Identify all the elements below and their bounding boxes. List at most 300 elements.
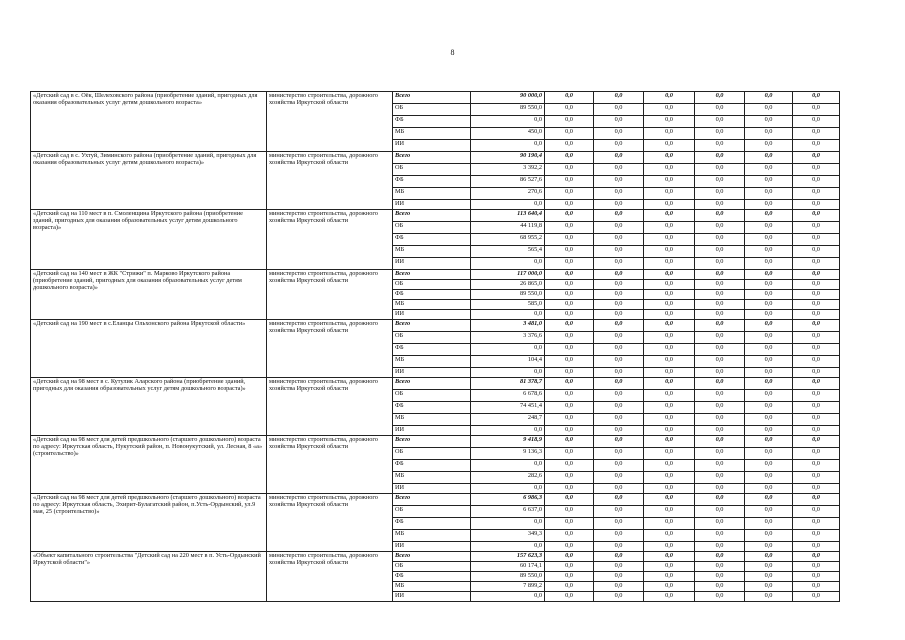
- funding-source-cell: ОБ: [393, 104, 471, 116]
- funding-year-cell: 0,0: [594, 310, 644, 320]
- funding-year-cell: 0,0: [745, 200, 793, 210]
- funding-year-cell: 0,0: [695, 152, 745, 164]
- funding-source-cell: ОБ: [393, 562, 471, 572]
- funding-year-cell: 0,0: [793, 188, 840, 200]
- funding-year-cell: 0,0: [695, 484, 745, 494]
- funding-year-cell: 0,0: [644, 402, 695, 414]
- funding-year-cell: 0,0: [695, 164, 745, 176]
- project-executor-cell: министерство строительства, дорожного хозяйства Иркутской области: [267, 152, 393, 210]
- funding-year-cell: 0,0: [545, 258, 594, 270]
- funding-source-cell: ФБ: [393, 116, 471, 128]
- funding-year-cell: 0,0: [793, 140, 840, 152]
- funding-source-cell: ФБ: [393, 518, 471, 530]
- funding-year-cell: 0,0: [644, 140, 695, 152]
- funding-year-cell: 0,0: [644, 426, 695, 436]
- funding-year-cell: 0,0: [594, 290, 644, 300]
- funding-year-cell: 0,0: [695, 188, 745, 200]
- project-executor-cell: министерство строительства, дорожного хозяйства Иркутской области: [267, 436, 393, 494]
- funding-year-cell: 0,0: [594, 300, 644, 310]
- funding-year-cell: 0,0: [793, 378, 840, 390]
- funding-source-cell: ОБ: [393, 390, 471, 402]
- funding-year-cell: 0,0: [695, 562, 745, 572]
- funding-year-cell: 0,0: [644, 356, 695, 368]
- funding-year-cell: 0,0: [793, 356, 840, 368]
- funding-year-cell: 0,0: [545, 356, 594, 368]
- funding-year-cell: 0,0: [545, 582, 594, 592]
- funding-year-cell: 0,0: [545, 414, 594, 426]
- funding-year-cell: 0,0: [695, 234, 745, 246]
- funding-year-cell: 0,0: [644, 436, 695, 448]
- funding-source-cell: МБ: [393, 530, 471, 542]
- funding-year-cell: 0,0: [745, 494, 793, 506]
- funding-year-cell: 0,0: [594, 402, 644, 414]
- funding-year-cell: 0,0: [745, 572, 793, 582]
- funding-year-cell: 0,0: [745, 356, 793, 368]
- funding-year-cell: 0,0: [695, 460, 745, 472]
- funding-total-cell: 0,0: [471, 140, 545, 152]
- funding-year-cell: 0,0: [745, 140, 793, 152]
- funding-year-cell: 0,0: [644, 448, 695, 460]
- project-total-row: [31, 92, 840, 104]
- funding-year-cell: 0,0: [745, 472, 793, 484]
- funding-source-cell: Всего: [393, 270, 471, 280]
- funding-year-cell: 0,0: [644, 176, 695, 188]
- funding-source-cell: ОБ: [393, 448, 471, 460]
- funding-year-cell: 0,0: [545, 200, 594, 210]
- funding-total-cell: 89 550,0: [471, 104, 545, 116]
- funding-year-cell: 0,0: [545, 494, 594, 506]
- funding-year-cell: 0,0: [793, 344, 840, 356]
- funding-year-cell: 0,0: [695, 378, 745, 390]
- funding-total-cell: 113 640,4: [471, 210, 545, 222]
- page-number: 8: [450, 48, 455, 57]
- funding-year-cell: 0,0: [695, 390, 745, 402]
- funding-year-cell: 0,0: [644, 246, 695, 258]
- funding-source-cell: ИИ: [393, 426, 471, 436]
- funding-year-cell: 0,0: [594, 116, 644, 128]
- funding-year-cell: 0,0: [594, 562, 644, 572]
- funding-year-cell: 0,0: [695, 582, 745, 592]
- funding-total-cell: 44 119,8: [471, 222, 545, 234]
- funding-year-cell: 0,0: [793, 290, 840, 300]
- funding-year-cell: 0,0: [644, 484, 695, 494]
- funding-year-cell: 0,0: [644, 164, 695, 176]
- funding-year-cell: 0,0: [644, 310, 695, 320]
- funding-year-cell: 0,0: [545, 310, 594, 320]
- funding-year-cell: 0,0: [793, 472, 840, 484]
- funding-year-cell: 0,0: [793, 128, 840, 140]
- funding-year-cell: 0,0: [745, 582, 793, 592]
- funding-year-cell: 0,0: [644, 280, 695, 290]
- funding-total-cell: 565,4: [471, 246, 545, 258]
- funding-year-cell: 0,0: [594, 494, 644, 506]
- project-executor-cell: министерство строительства, дорожного хозяйства Иркутской области: [267, 92, 393, 152]
- funding-year-cell: 0,0: [695, 300, 745, 310]
- funding-year-cell: 0,0: [594, 414, 644, 426]
- funding-year-cell: 0,0: [793, 494, 840, 506]
- project-executor-cell: министерство строительства, дорожного хозяйства Иркутской области: [267, 320, 393, 378]
- funding-year-cell: 0,0: [793, 436, 840, 448]
- funding-year-cell: 0,0: [644, 104, 695, 116]
- funding-year-cell: 0,0: [545, 344, 594, 356]
- funding-year-cell: 0,0: [695, 572, 745, 582]
- funding-year-cell: 0,0: [793, 310, 840, 320]
- funding-year-cell: 0,0: [644, 506, 695, 518]
- funding-year-cell: 0,0: [644, 542, 695, 552]
- funding-year-cell: 0,0: [695, 552, 745, 562]
- funding-year-cell: 0,0: [644, 572, 695, 582]
- project-name-cell: «Объект капитального строительства "Детский сад на 220 мест в п. Усть-Ордынский Иркутской области"»: [31, 552, 267, 602]
- funding-source-cell: ОБ: [393, 280, 471, 290]
- funding-source-cell: Всего: [393, 494, 471, 506]
- funding-total-cell: 104,4: [471, 356, 545, 368]
- funding-source-cell: МБ: [393, 300, 471, 310]
- funding-year-cell: 0,0: [594, 460, 644, 472]
- funding-year-cell: 0,0: [745, 378, 793, 390]
- funding-source-cell: ФБ: [393, 402, 471, 414]
- funding-source-cell: ФБ: [393, 234, 471, 246]
- funding-total-cell: 3 376,6: [471, 332, 545, 344]
- project-name-cell: «Детский сад в с. Ухтуй, Зиминского района (приобретение зданий, пригодных для оказания образовательных услуг детям дошкольного возраста)»: [31, 152, 267, 210]
- funding-year-cell: 0,0: [745, 552, 793, 562]
- funding-year-cell: 0,0: [745, 152, 793, 164]
- funding-source-cell: ОБ: [393, 506, 471, 518]
- funding-year-cell: 0,0: [594, 484, 644, 494]
- funding-year-cell: 0,0: [745, 530, 793, 542]
- funding-year-cell: 0,0: [594, 200, 644, 210]
- funding-total-cell: 7 899,2: [471, 582, 545, 592]
- funding-year-cell: 0,0: [745, 426, 793, 436]
- funding-year-cell: 0,0: [745, 258, 793, 270]
- funding-source-cell: МБ: [393, 188, 471, 200]
- funding-year-cell: 0,0: [793, 414, 840, 426]
- funding-year-cell: 0,0: [745, 176, 793, 188]
- funding-total-cell: 282,6: [471, 472, 545, 484]
- funding-year-cell: 0,0: [745, 246, 793, 258]
- funding-year-cell: 0,0: [793, 390, 840, 402]
- funding-year-cell: 0,0: [745, 210, 793, 222]
- funding-year-cell: 0,0: [594, 140, 644, 152]
- funding-year-cell: 0,0: [594, 128, 644, 140]
- funding-year-cell: 0,0: [644, 258, 695, 270]
- funding-total-cell: 0,0: [471, 484, 545, 494]
- funding-year-cell: 0,0: [745, 542, 793, 552]
- funding-year-cell: 0,0: [793, 572, 840, 582]
- funding-total-cell: 0,0: [471, 344, 545, 356]
- funding-year-cell: 0,0: [695, 356, 745, 368]
- funding-year-cell: 0,0: [594, 592, 644, 602]
- funding-year-cell: 0,0: [745, 518, 793, 530]
- funding-year-cell: 0,0: [644, 290, 695, 300]
- funding-year-cell: 0,0: [745, 320, 793, 332]
- funding-year-cell: 0,0: [793, 200, 840, 210]
- funding-year-cell: 0,0: [644, 320, 695, 332]
- funding-year-cell: 0,0: [793, 164, 840, 176]
- funding-year-cell: 0,0: [793, 152, 840, 164]
- funding-year-cell: 0,0: [695, 116, 745, 128]
- funding-year-cell: 0,0: [545, 332, 594, 344]
- funding-year-cell: 0,0: [594, 320, 644, 332]
- funding-year-cell: 0,0: [594, 104, 644, 116]
- funding-year-cell: 0,0: [545, 542, 594, 552]
- funding-year-cell: 0,0: [745, 402, 793, 414]
- funding-total-cell: 0,0: [471, 426, 545, 436]
- funding-total-cell: 0,0: [471, 258, 545, 270]
- funding-source-cell: Всего: [393, 378, 471, 390]
- funding-year-cell: 0,0: [793, 592, 840, 602]
- funding-year-cell: 0,0: [695, 414, 745, 426]
- funding-year-cell: 0,0: [545, 210, 594, 222]
- funding-year-cell: 0,0: [644, 92, 695, 104]
- funding-source-cell: ИИ: [393, 258, 471, 270]
- funding-source-cell: ОБ: [393, 332, 471, 344]
- funding-source-cell: ФБ: [393, 572, 471, 582]
- funding-total-cell: 74 451,4: [471, 402, 545, 414]
- funding-year-cell: 0,0: [594, 368, 644, 378]
- funding-year-cell: 0,0: [695, 506, 745, 518]
- funding-total-cell: 60 174,1: [471, 562, 545, 572]
- funding-total-cell: 89 550,0: [471, 572, 545, 582]
- funding-year-cell: 0,0: [545, 246, 594, 258]
- funding-year-cell: 0,0: [793, 426, 840, 436]
- funding-year-cell: 0,0: [644, 234, 695, 246]
- funding-year-cell: 0,0: [793, 552, 840, 562]
- funding-year-cell: 0,0: [695, 518, 745, 530]
- funding-year-cell: 0,0: [644, 530, 695, 542]
- funding-year-cell: 0,0: [745, 414, 793, 426]
- funding-year-cell: 0,0: [545, 506, 594, 518]
- funding-year-cell: 0,0: [793, 176, 840, 188]
- funding-year-cell: 0,0: [545, 92, 594, 104]
- funding-year-cell: 0,0: [594, 572, 644, 582]
- funding-year-cell: 0,0: [594, 270, 644, 280]
- project-total-row: [31, 494, 840, 506]
- project-name-cell: «Детский сад на 98 мест в с. Кутулик Аларского района (приобретение зданий, пригодных для оказания образовательных услуг детям дошкольного возраста)»: [31, 378, 267, 436]
- funding-year-cell: 0,0: [644, 378, 695, 390]
- funding-year-cell: 0,0: [695, 280, 745, 290]
- funding-source-cell: ИИ: [393, 310, 471, 320]
- funding-year-cell: 0,0: [594, 506, 644, 518]
- funding-source-cell: Всего: [393, 210, 471, 222]
- funding-year-cell: 0,0: [644, 222, 695, 234]
- funding-year-cell: 0,0: [545, 280, 594, 290]
- funding-year-cell: 0,0: [644, 300, 695, 310]
- funding-year-cell: 0,0: [545, 234, 594, 246]
- project-total-row: [31, 152, 840, 164]
- funding-year-cell: 0,0: [594, 542, 644, 552]
- funding-total-cell: 9 136,3: [471, 448, 545, 460]
- funding-year-cell: 0,0: [644, 562, 695, 572]
- funding-year-cell: 0,0: [745, 448, 793, 460]
- funding-source-cell: ИИ: [393, 592, 471, 602]
- funding-year-cell: 0,0: [545, 164, 594, 176]
- project-total-row: [31, 552, 840, 562]
- funding-year-cell: 0,0: [695, 530, 745, 542]
- funding-year-cell: 0,0: [594, 472, 644, 484]
- funding-year-cell: 0,0: [695, 222, 745, 234]
- funding-year-cell: 0,0: [594, 332, 644, 344]
- funding-year-cell: 0,0: [695, 332, 745, 344]
- funding-year-cell: 0,0: [745, 104, 793, 116]
- funding-source-cell: МБ: [393, 472, 471, 484]
- funding-year-cell: 0,0: [793, 210, 840, 222]
- project-executor-cell: министерство строительства, дорожного хозяйства Иркутской области: [267, 494, 393, 552]
- funding-year-cell: 0,0: [545, 402, 594, 414]
- funding-year-cell: 0,0: [594, 280, 644, 290]
- funding-year-cell: 0,0: [545, 472, 594, 484]
- funding-year-cell: 0,0: [695, 494, 745, 506]
- project-total-row: [31, 270, 840, 280]
- project-name-cell: «Детский сад на 140 мест в ЖК "Стрижи" п. Марково Иркутского района (приобретение зданий, пригодных для оказания образовательных услуг детям дошкольного возраста)»: [31, 270, 267, 320]
- funding-year-cell: 0,0: [545, 290, 594, 300]
- project-executor-cell: министерство строительства, дорожного хозяйства Иркутской области: [267, 210, 393, 270]
- project-name-cell: «Детский сад в с. Оёк, Шелеховского района (приобретение зданий, пригодных для оказания образовательных услуг детям дошкольного возраста»: [31, 92, 267, 152]
- funding-total-cell: 248,7: [471, 414, 545, 426]
- funding-year-cell: 0,0: [545, 592, 594, 602]
- funding-source-cell: ИИ: [393, 200, 471, 210]
- funding-total-cell: 81 378,7: [471, 378, 545, 390]
- funding-total-cell: 0,0: [471, 518, 545, 530]
- funding-year-cell: 0,0: [594, 152, 644, 164]
- funding-total-cell: 6 986,3: [471, 494, 545, 506]
- funding-year-cell: 0,0: [793, 530, 840, 542]
- funding-year-cell: 0,0: [644, 390, 695, 402]
- funding-source-cell: ФБ: [393, 460, 471, 472]
- funding-year-cell: 0,0: [695, 104, 745, 116]
- funding-year-cell: 0,0: [644, 592, 695, 602]
- funding-year-cell: 0,0: [545, 390, 594, 402]
- project-name-cell: «Детский сад на 98 мест для детей предшкольного (старшего дошкольного) возраста по адресу: Иркутская область, Нукутский район, п. Новонукутский, ул. Лесная, 8 «а» (строительство)»: [31, 436, 267, 494]
- funding-year-cell: 0,0: [594, 448, 644, 460]
- funding-year-cell: 0,0: [644, 188, 695, 200]
- funding-source-cell: ОБ: [393, 164, 471, 176]
- funding-year-cell: 0,0: [695, 436, 745, 448]
- funding-year-cell: 0,0: [793, 222, 840, 234]
- funding-total-cell: 86 527,6: [471, 176, 545, 188]
- funding-total-cell: 0,0: [471, 200, 545, 210]
- funding-year-cell: 0,0: [545, 552, 594, 562]
- funding-year-cell: 0,0: [745, 222, 793, 234]
- funding-source-cell: Всего: [393, 152, 471, 164]
- funding-year-cell: 0,0: [793, 270, 840, 280]
- funding-total-cell: 349,3: [471, 530, 545, 542]
- funding-year-cell: 0,0: [545, 518, 594, 530]
- project-executor-cell: министерство строительства, дорожного хозяйства Иркутской области: [267, 552, 393, 602]
- funding-year-cell: 0,0: [545, 222, 594, 234]
- funding-year-cell: 0,0: [745, 390, 793, 402]
- funding-year-cell: 0,0: [594, 582, 644, 592]
- funding-year-cell: 0,0: [793, 116, 840, 128]
- funding-total-cell: 585,0: [471, 300, 545, 310]
- funding-total-cell: 0,0: [471, 460, 545, 472]
- funding-year-cell: 0,0: [644, 116, 695, 128]
- funding-year-cell: 0,0: [793, 300, 840, 310]
- funding-total-cell: 450,0: [471, 128, 545, 140]
- funding-year-cell: 0,0: [644, 460, 695, 472]
- funding-year-cell: 0,0: [695, 258, 745, 270]
- funding-year-cell: 0,0: [695, 310, 745, 320]
- funding-year-cell: 0,0: [793, 448, 840, 460]
- funding-year-cell: 0,0: [545, 140, 594, 152]
- budget-table: [30, 91, 840, 602]
- funding-year-cell: 0,0: [594, 176, 644, 188]
- funding-year-cell: 0,0: [644, 344, 695, 356]
- funding-year-cell: 0,0: [695, 210, 745, 222]
- funding-total-cell: 0,0: [471, 368, 545, 378]
- funding-source-cell: ИИ: [393, 368, 471, 378]
- funding-year-cell: 0,0: [545, 128, 594, 140]
- funding-total-cell: 90 190,4: [471, 152, 545, 164]
- funding-source-cell: МБ: [393, 356, 471, 368]
- funding-source-cell: ФБ: [393, 176, 471, 188]
- funding-year-cell: 0,0: [793, 368, 840, 378]
- funding-year-cell: 0,0: [745, 116, 793, 128]
- funding-source-cell: ФБ: [393, 344, 471, 356]
- funding-year-cell: 0,0: [545, 448, 594, 460]
- funding-source-cell: Всего: [393, 320, 471, 332]
- funding-year-cell: 0,0: [793, 518, 840, 530]
- funding-total-cell: 270,6: [471, 188, 545, 200]
- funding-source-cell: ИИ: [393, 140, 471, 152]
- funding-year-cell: 0,0: [793, 562, 840, 572]
- funding-year-cell: 0,0: [594, 426, 644, 436]
- funding-source-cell: Всего: [393, 552, 471, 562]
- funding-year-cell: 0,0: [745, 300, 793, 310]
- funding-source-cell: ФБ: [393, 290, 471, 300]
- project-name-cell: «Детский сад на 98 мест для детей предшкольного (старшего дошкольного) возраста по адресу: Иркутская область, Эхирит-Булагатский район, п.Усть-Ордынский, ул.9 мая, 25 (строительство)»: [31, 494, 267, 552]
- project-executor-cell: министерство строительства, дорожного хозяйства Иркутской области: [267, 378, 393, 436]
- funding-total-cell: 3 392,2: [471, 164, 545, 176]
- funding-year-cell: 0,0: [545, 426, 594, 436]
- funding-year-cell: 0,0: [644, 368, 695, 378]
- funding-year-cell: 0,0: [545, 460, 594, 472]
- funding-year-cell: 0,0: [594, 356, 644, 368]
- funding-year-cell: 0,0: [793, 542, 840, 552]
- funding-total-cell: 157 623,3: [471, 552, 545, 562]
- funding-year-cell: 0,0: [745, 92, 793, 104]
- funding-year-cell: 0,0: [545, 530, 594, 542]
- funding-year-cell: 0,0: [545, 116, 594, 128]
- funding-year-cell: 0,0: [695, 92, 745, 104]
- funding-year-cell: 0,0: [594, 344, 644, 356]
- funding-total-cell: 6 678,6: [471, 390, 545, 402]
- funding-year-cell: 0,0: [695, 128, 745, 140]
- funding-year-cell: 0,0: [545, 188, 594, 200]
- funding-year-cell: 0,0: [695, 368, 745, 378]
- funding-year-cell: 0,0: [594, 188, 644, 200]
- funding-year-cell: 0,0: [745, 234, 793, 246]
- funding-total-cell: 26 865,0: [471, 280, 545, 290]
- funding-year-cell: 0,0: [745, 164, 793, 176]
- funding-year-cell: 0,0: [644, 472, 695, 484]
- funding-year-cell: 0,0: [545, 436, 594, 448]
- funding-year-cell: 0,0: [644, 200, 695, 210]
- funding-year-cell: 0,0: [745, 188, 793, 200]
- funding-year-cell: 0,0: [745, 368, 793, 378]
- funding-year-cell: 0,0: [545, 300, 594, 310]
- project-executor-cell: министерство строительства, дорожного хозяйства Иркутской области: [267, 270, 393, 320]
- funding-source-cell: ОБ: [393, 222, 471, 234]
- project-total-row: [31, 320, 840, 332]
- funding-year-cell: 0,0: [745, 506, 793, 518]
- funding-source-cell: МБ: [393, 246, 471, 258]
- funding-year-cell: 0,0: [695, 448, 745, 460]
- funding-year-cell: 0,0: [644, 552, 695, 562]
- funding-total-cell: 0,0: [471, 310, 545, 320]
- funding-year-cell: 0,0: [545, 176, 594, 188]
- funding-year-cell: 0,0: [644, 128, 695, 140]
- funding-year-cell: 0,0: [745, 280, 793, 290]
